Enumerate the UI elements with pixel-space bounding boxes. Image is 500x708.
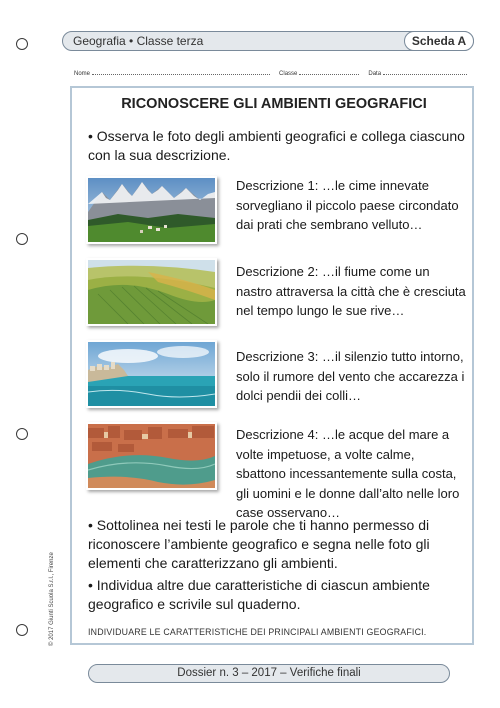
subject-label: Geografia • Classe terza (73, 34, 204, 48)
sea-coast-photo (86, 340, 217, 408)
description-3: Descrizione 3: …il silenzio tutto intorno, solo il rumore del vento che accarezza i dolci pendii dei colli… (236, 349, 465, 403)
header-bar (62, 31, 474, 51)
classe-field[interactable] (299, 68, 359, 75)
worksheet-title: RICONOSCERE GLI AMBIENTI GEOGRAFICI (121, 96, 427, 112)
instruction-1: • Osserva le foto degli ambienti geografici e collega ciascuno con la sua descrizione. (88, 128, 465, 163)
nome-field[interactable] (92, 68, 270, 75)
footer-bar: Dossier n. 3 – 2017 – Verifiche finali (88, 664, 450, 683)
student-info-row (74, 68, 469, 77)
copyright-notice: © 2017 Giunti Scuola S.r.l., Firenze (49, 552, 55, 646)
data-field[interactable] (383, 68, 467, 75)
description-1: Descrizione 1: …le cime innevate sorvegliano il piccolo paese circondato dai prati che sembrano velluto… (236, 178, 459, 232)
instruction-2: • Sottolinea nei testi le parole che ti hanno permesso di riconoscere l’ambiente geografico e segna nelle foto gli elementi che caratterizzano gli ambienti. (88, 517, 430, 571)
binder-hole (16, 624, 28, 636)
instruction-3: • Individua altre due caratteristiche di ciascun ambiente geografico e scrivile sul quaderno. (88, 577, 430, 612)
binder-hole (16, 428, 28, 440)
worksheet-box (70, 86, 474, 645)
sheet-tab: Scheda A (404, 31, 474, 51)
classe-label: Classe (279, 71, 298, 77)
mountains-photo (86, 176, 217, 244)
river-city-photo (86, 422, 217, 490)
binder-hole (16, 233, 28, 245)
binder-hole (16, 38, 28, 50)
data-label: Data (368, 71, 382, 77)
description-2: Descrizione 2: …il fiume come un nastro attraversa la città che è cresciuta nel tempo lungo le sue rive… (236, 264, 466, 318)
description-4: Descrizione 4: …le acque del mare a volte impetuose, a volte calme, sbattono incessantemente sulla costa, gli uomini e le donne dall’alto nelle loro case osservano… (236, 427, 460, 520)
nome-label: Nome (74, 71, 91, 77)
hills-photo (86, 258, 217, 326)
objective-footnote: INDIVIDUARE LE CARATTERISTICHE DEI PRINCIPALI AMBIENTI GEOGRAFICI. (88, 627, 427, 637)
